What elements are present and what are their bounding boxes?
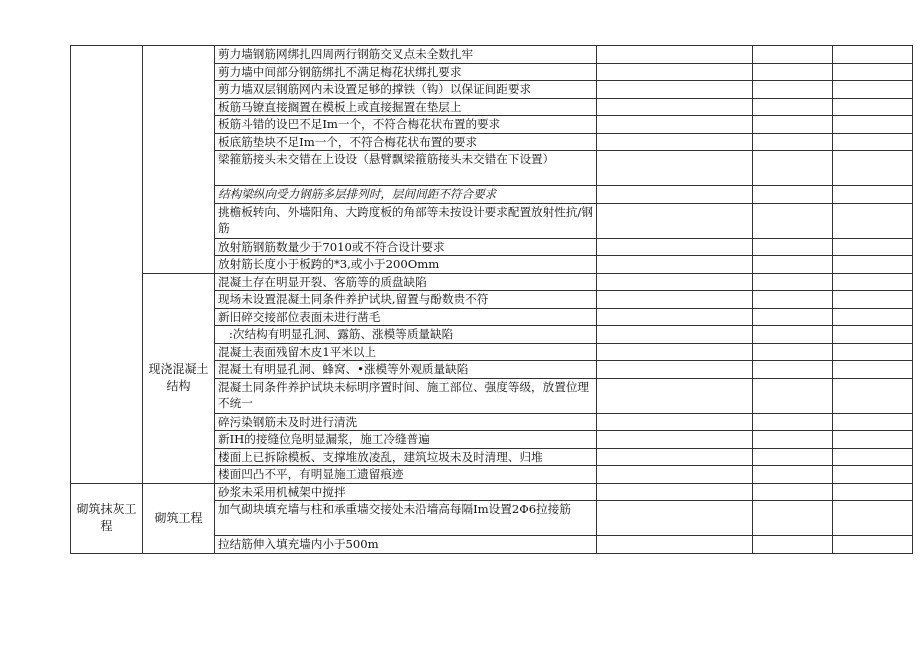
subcategory-cell <box>143 46 215 274</box>
blank-cell <box>753 186 833 204</box>
inspection-table <box>70 45 913 554</box>
blank-cell <box>597 483 753 501</box>
check-item: 剪力墙钢筋网绑扎四周两行钢筋交叉点未全数扎牢 <box>215 46 597 64</box>
blank-cell <box>597 413 753 431</box>
blank-cell <box>753 483 833 501</box>
blank-cell <box>597 81 753 99</box>
blank-cell <box>753 413 833 431</box>
check-item: :次结构有明显孔洞、露筋、涨模等质量缺陷 <box>215 326 597 344</box>
blank-cell <box>597 308 753 326</box>
blank-cell <box>597 431 753 449</box>
check-item: 新旧碎交接部位表面未进行凿毛 <box>215 308 597 326</box>
blank-cell <box>833 343 913 361</box>
check-item: 混凝土表面残留木皮1平米以上 <box>215 343 597 361</box>
blank-cell <box>833 291 913 309</box>
blank-cell <box>597 343 753 361</box>
check-item: 梁箍筋接头未交错在上设设（悬臂飘梁箍筋接头未交错在下设置） <box>215 151 597 186</box>
blank-cell <box>753 291 833 309</box>
blank-cell <box>597 536 753 554</box>
blank-cell <box>597 186 753 204</box>
blank-cell <box>833 116 913 134</box>
blank-cell <box>833 81 913 99</box>
check-item: 混凝土有明显孔洞、蜂窝、•涨模等外观质量缺陷 <box>215 361 597 379</box>
check-item: 放射筋钢筋数量少于7010或不符合设计要求 <box>215 238 597 256</box>
blank-cell <box>833 536 913 554</box>
check-item: 结构梁纵向受力钢筋多层排列时，层间间距不符合要求 <box>215 186 597 204</box>
blank-cell <box>597 46 753 64</box>
blank-cell <box>597 291 753 309</box>
check-item: 砂浆未采用机械架中搅拌 <box>215 483 597 501</box>
blank-cell <box>833 413 913 431</box>
blank-cell <box>597 63 753 81</box>
check-item: 拉结筋伸入填充墙内小于500m <box>215 536 597 554</box>
blank-cell <box>753 133 833 151</box>
blank-cell <box>833 151 913 186</box>
blank-cell <box>597 466 753 484</box>
blank-cell <box>597 326 753 344</box>
check-item: 楼面凹凸不平，有明显施工遗留痕迹 <box>215 466 597 484</box>
blank-cell <box>597 448 753 466</box>
blank-cell <box>833 273 913 291</box>
check-item: 现场未设置混凝土同条件养护试块,留置与酚数贵不符 <box>215 291 597 309</box>
check-item: 加气砌块填充墙与柱和承重墙交接处未沿墙高每隔Im设置2Φ6拉接筋 <box>215 501 597 536</box>
blank-cell <box>753 81 833 99</box>
blank-cell <box>753 203 833 238</box>
blank-cell <box>597 238 753 256</box>
blank-cell <box>753 46 833 64</box>
blank-cell <box>833 238 913 256</box>
blank-cell <box>597 203 753 238</box>
blank-cell <box>597 361 753 379</box>
check-item: 新IH的接缝位凫明显漏浆，施工冷缝普遍 <box>215 431 597 449</box>
check-item: 板筋马镣直接搁置在模板上或直接掘置在垫层上 <box>215 98 597 116</box>
check-item: 楼面上已拆除模板、支撑堆放凌乱，建筑垃圾未及时清理、归堆 <box>215 448 597 466</box>
blank-cell <box>597 98 753 116</box>
subcategory-cell: 现浇混凝土结构 <box>143 273 215 483</box>
blank-cell <box>833 203 913 238</box>
blank-cell <box>597 273 753 291</box>
check-item: 碎污染钢筋未及时进行清洗 <box>215 413 597 431</box>
check-item: 混凝土同条件养护试块未标明序置时间、施工部位、强度等级，放置位理不统一 <box>215 378 597 413</box>
blank-cell <box>833 63 913 81</box>
blank-cell <box>833 483 913 501</box>
blank-cell <box>597 378 753 413</box>
blank-cell <box>833 186 913 204</box>
blank-cell <box>597 151 753 186</box>
blank-cell <box>753 431 833 449</box>
blank-cell <box>753 256 833 274</box>
blank-cell <box>753 151 833 186</box>
blank-cell <box>753 116 833 134</box>
table-row <box>71 273 913 291</box>
blank-cell <box>833 501 913 536</box>
blank-cell <box>833 431 913 449</box>
blank-cell <box>597 116 753 134</box>
blank-cell <box>753 466 833 484</box>
table-row <box>71 46 913 64</box>
blank-cell <box>597 133 753 151</box>
blank-cell <box>833 361 913 379</box>
blank-cell <box>833 256 913 274</box>
check-item: 剪力墙中间部分钢筋绑扎不满足梅花状绑扎要求 <box>215 63 597 81</box>
blank-cell <box>833 378 913 413</box>
blank-cell <box>753 536 833 554</box>
blank-cell <box>753 326 833 344</box>
blank-cell <box>833 46 913 64</box>
category-cell: 砌筑抹灰工程 <box>71 483 143 553</box>
blank-cell <box>753 361 833 379</box>
blank-cell <box>833 448 913 466</box>
blank-cell <box>833 466 913 484</box>
check-item: 混凝土存在明显开裂、客筋等的质盘缺陷 <box>215 273 597 291</box>
blank-cell <box>753 378 833 413</box>
blank-cell <box>833 326 913 344</box>
table-row <box>71 483 913 501</box>
blank-cell <box>597 501 753 536</box>
blank-cell <box>833 308 913 326</box>
blank-cell <box>597 256 753 274</box>
blank-cell <box>833 133 913 151</box>
blank-cell <box>753 343 833 361</box>
blank-cell <box>833 98 913 116</box>
blank-cell <box>753 63 833 81</box>
check-item: 挑檐板转向、外墙阳角、大跨度板的角部等未按设计要求配置放射性抗/钢筋 <box>215 203 597 238</box>
check-item: 放射筋长度小于板跨的*3,或小于200Omm <box>215 256 597 274</box>
check-item: 板筋斗错的设巴不足Im一个，不符合梅花状布置的要求 <box>215 116 597 134</box>
blank-cell <box>753 308 833 326</box>
category-cell <box>71 46 143 484</box>
check-item: 剪力墙双层钢筋网内未设置足够的撑铁（钩）以保证间距要求 <box>215 81 597 99</box>
blank-cell <box>753 448 833 466</box>
subcategory-cell: 砌筑工程 <box>143 483 215 553</box>
blank-cell <box>753 98 833 116</box>
blank-cell <box>753 238 833 256</box>
blank-cell <box>753 273 833 291</box>
check-item: 板底筋垫块不足Im一个，不符合梅花状布置的要求 <box>215 133 597 151</box>
blank-cell <box>753 501 833 536</box>
